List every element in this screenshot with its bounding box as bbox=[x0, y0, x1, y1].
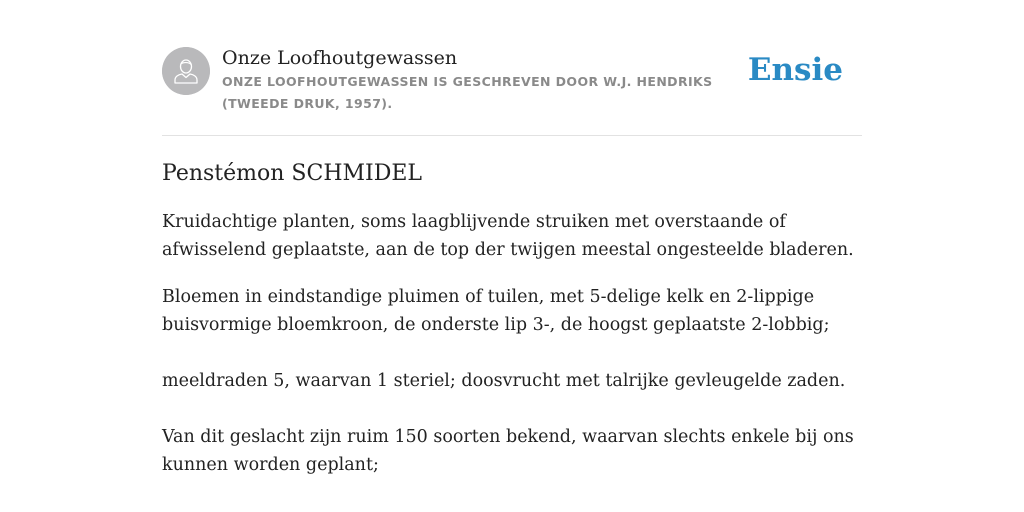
header-divider bbox=[162, 135, 862, 136]
user-avatar-icon bbox=[162, 47, 210, 95]
article-body bbox=[162, 158, 862, 498]
person-outline-icon bbox=[162, 47, 210, 95]
source-header bbox=[162, 46, 862, 136]
article-paragraph: Bloemen in eindstandige pluimen of tuilen, met 5-delige kelk en 2-lippige buisvormige bloemkroon, de onderste lip 3-, de hoogst geplaatste 2-lobbig; bbox=[162, 287, 830, 335]
article-paragraph: Van dit geslacht zijn ruim 150 soorten bekend, waarvan slechts enkele bij ons kunnen worden geplant; bbox=[162, 427, 854, 475]
article-paragraph: Kruidachtige planten, soms laagblijvende struiken met overstaande of afwisselend geplaatste, aan de top der twijgen meestal ongesteelde bladeren. bbox=[162, 212, 854, 260]
article-paragraph: meeldraden 5, waarvan 1 steriel; doosvrucht met talrijke gevleugelde zaden. bbox=[162, 371, 846, 391]
brand-logo[interactable]: Ensie bbox=[747, 52, 843, 88]
article-title: Penstémon SCHMIDEL bbox=[162, 161, 423, 186]
source-description: ONZE LOOFHOUTGEWASSEN IS GESCHREVEN DOOR W.J. HENDRIKS (TWEEDE DRUK, 1957). bbox=[222, 74, 713, 111]
source-title[interactable]: Onze Loofhoutgewassen bbox=[222, 47, 458, 69]
